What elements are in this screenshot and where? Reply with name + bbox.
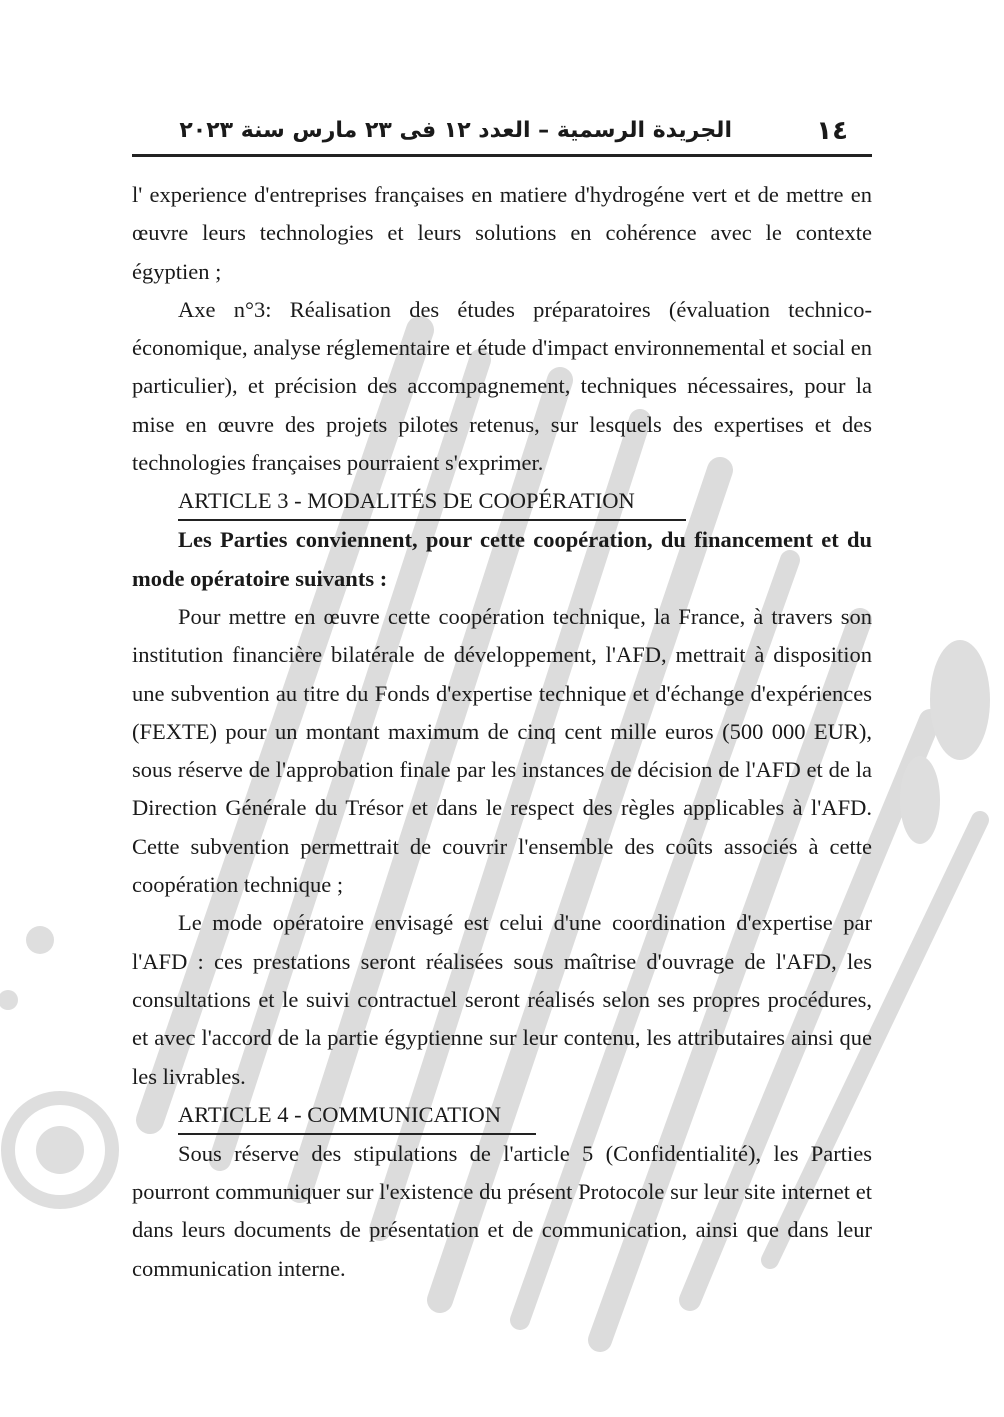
article-4-heading: ARTICLE 4 - COMMUNICATION (178, 1098, 536, 1135)
article-4-paragraph-communication: Sous réserve des stipulations de l'article 5 (Confidentialité), les Parties pourront communiquer sur l'existence du présent Protocole sur leur site internet et dans leurs documents de présentation et de communication, ainsi que dans leur communication interne. (132, 1140, 872, 1281)
article-3-paragraph-operating-mode: Le mode opératoire envisagé est celui d'une coordination d'expertise par l'AFD : ces prestations seront réalisées sous maîtrise d'ouvrage de l'AFD, les consultations et le suivi contractuel seront réalisés selon ses propres procédures, et avec l'accord de la partie égyptienne sur leur contenu, les attributaires ainsi que les livrables. (132, 910, 872, 1089)
document-body (132, 176, 872, 1288)
page-header (132, 110, 872, 157)
paragraph-continuation: l' experience d'entreprises françaises en matiere d'hydrogéne vert et de mettre en œuvre leurs technologies et leurs solutions en cohérence avec le contexte égyptien ; (132, 182, 872, 284)
paragraph-axe-3: Axe n°3: Réalisation des études préparatoires (évaluation technico-économique, analyse réglementaire et étude d'impact environnemental et social en particulier), et précision des accompagnement, techniques nécessaires, pour la mise en œuvre des projets pilotes retenus, sur lesquels des expertises et des technologies françaises pourraient s'exprimer. (132, 296, 872, 476)
page-number: ١٤ (816, 116, 848, 146)
article-3-paragraph-financing: Pour mettre en œuvre cette coopération technique, la France, à travers son institution financière bilatérale de développement, l'AFD, mettrait à disposition une subvention au titre du Fonds d'expertise technique et d'échange d'expériences (FEXTE) pour un montant maximum de cinq cent mille euros (500 000 EUR), sous réserve de l'approbation finale par les instances de décision de l'AFD et de la Direction Générale du Trésor et dans le respect des règles applicables à l'AFD. Cette subvention permettrait de couvrir l'ensemble des coûts associés à cette coopération technique ; (132, 603, 872, 898)
article-3-heading: ARTICLE 3 - MODALITÉS DE COOPÉRATION (178, 484, 686, 521)
running-title: الجريدة الرسمية – العدد ١٢ فى ٢٣ مارس سنة ٢٠٢٣ (179, 118, 732, 143)
article-3-lead: Les Parties conviennent, pour cette coopération, du financement et du mode opératoire suivants : (132, 527, 872, 591)
